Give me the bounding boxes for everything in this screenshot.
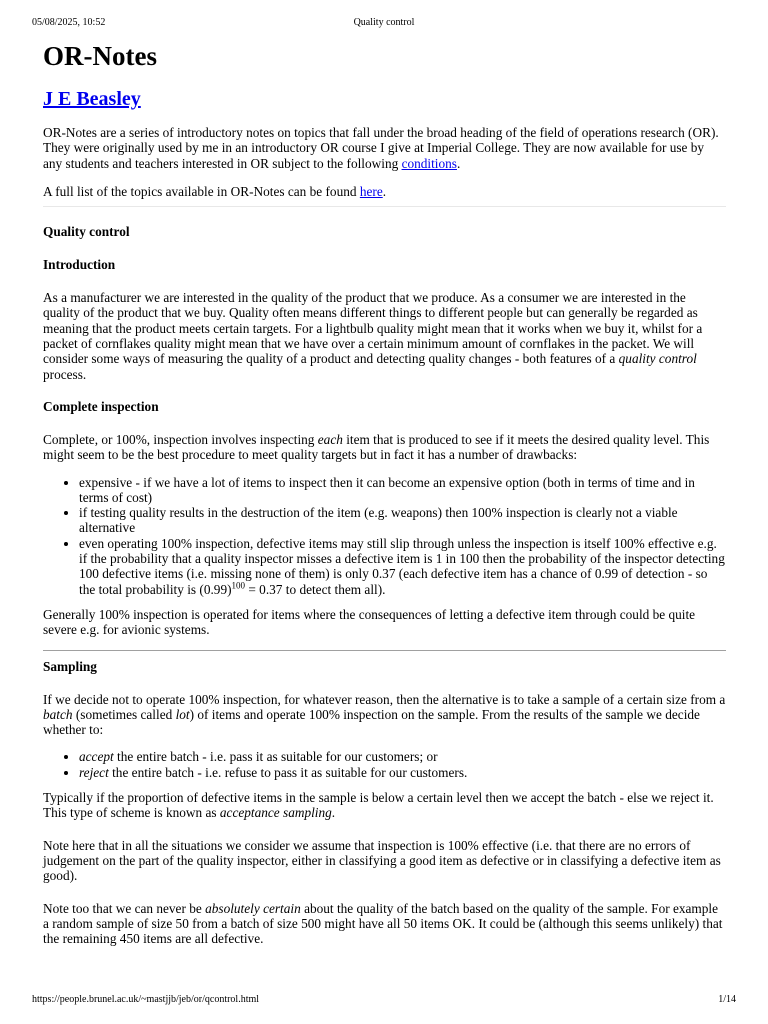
sampling-text: Typically if the proportion of defective items in the sample is below a certain level then we accept the batch - else we reject it. This type of scheme is known as [43, 790, 714, 821]
author-heading [43, 87, 726, 111]
topics-list-end: . [382, 183, 387, 199]
sampling-paragraph-1 [43, 692, 726, 738]
ci-text-end: item that is produced to see if it meets the desired quality level. This might seem to be the best procedure to meet quality targets but in fact it has a number of drawbacks: [43, 431, 710, 463]
list-item-text: the entire batch - i.e. pass it as suitable for our customers; or [113, 749, 438, 765]
each-emphasis: each [317, 431, 343, 447]
sampling-paragraph-2 [43, 790, 726, 821]
list-item-text: even operating 100% inspection, defective items may still slip through unless the inspection is itself 100% effective e.g. if the probability that a quality inspector misses a defective item is 1 in 100 then the probability of the inspector detecting 100 defective items (i.e. missing none of them) is only 0.37 (each defective item has a chance of 0.99 of detection - so the total probability is (0.99) [79, 535, 725, 597]
sampling-text: If we decide not to operate 100% inspection, for whatever reason, then the alternative is to take a sample of a certain size from a [43, 691, 726, 707]
introduction-text-end: process. [43, 366, 87, 382]
print-page-title: Quality control [353, 17, 415, 28]
list-item-text: the entire batch - i.e. refuse to pass it as suitable for our customers. [108, 764, 468, 780]
decision-list [43, 749, 726, 780]
list-item [79, 765, 726, 780]
accept-emphasis: accept [79, 749, 114, 765]
sampling-heading: Sampling [43, 658, 97, 674]
complete-inspection-heading: Complete inspection [43, 398, 159, 414]
intro-text-end: . [456, 155, 461, 171]
absolutely-certain-emphasis: absolutely certain [205, 900, 301, 916]
complete-inspection-closing: Generally 100% inspection is operated for items where the consequences of letting a defective item through could be quite severe e.g. for avionic systems. [43, 606, 696, 638]
sampling-text: . [331, 805, 336, 821]
intro-text: OR-Notes are a series of introductory notes on topics that fall under the broad heading of the field of operations research (OR). They were originally used by me in an introductory OR course I give at Imperial College. They are now available for use by any students and teachers interested in OR subject to the following [43, 125, 719, 171]
introduction-paragraph [43, 290, 726, 382]
topics-list-paragraph [43, 184, 726, 199]
site-title: OR-Notes [43, 41, 157, 71]
topic-title: Quality control [43, 224, 130, 240]
ci-text: Complete, or 100%, inspection involves inspecting [43, 431, 318, 447]
complete-inspection-paragraph [43, 432, 726, 463]
list-item: • if testing quality results in the destruction of the item (e.g. weapons) then 100% inspection is clearly not a viable alternative [79, 505, 726, 536]
author-link[interactable]: J E Beasley [43, 88, 141, 110]
sampling-text: ) of items and operate 100% inspection on the sample. From the results of the sample we decide whether to: [43, 706, 700, 738]
print-url: https://people.brunel.ac.uk/~mastjjb/jeb/or/qcontrol.html [32, 994, 260, 1005]
acceptance-sampling-emphasis: acceptance sampling [219, 805, 332, 821]
list-item: • expensive - if we have a lot of items to inspect then it can become an expensive option (both in terms of time and in terms of cost) [79, 475, 726, 506]
quality-control-emphasis: quality control [618, 351, 697, 367]
drawbacks-list [43, 475, 726, 597]
sampling-paragraph-4 [43, 901, 726, 947]
page-content [43, 38, 726, 946]
print-datetime: 05/08/2025, 10:52 [32, 17, 106, 28]
sampling-paragraph-3: Note here that in all the situations we consider we assume that inspection is 100% effective (i.e. that there are no errors of judgement on the part of the quality inspector, either in classifying a good item as defective or in classifying a defective item as good). [43, 837, 721, 884]
section-divider [43, 650, 726, 651]
divider [43, 206, 726, 207]
lot-emphasis: lot [175, 706, 190, 722]
topics-list-text: A full list of the topics available in OR-Notes can be found [43, 183, 360, 199]
introduction-heading: Introduction [43, 257, 116, 273]
list-item [79, 536, 726, 597]
reject-emphasis: reject [79, 764, 109, 780]
sampling-text: about the quality of the batch based on the quality of the sample. For example a random sample of size 50 from a batch of size 500 might have all 50 items OK. It could be (although this seems unlikely) that the remaining 450 items are all defective. [43, 900, 723, 947]
here-link[interactable]: here [359, 183, 383, 199]
exponent: 100 [231, 580, 246, 591]
print-page-number: 1/14 [718, 994, 736, 1005]
conditions-link[interactable]: conditions [401, 155, 457, 171]
sampling-text: Note too that we can never be [43, 900, 206, 916]
list-item [79, 749, 726, 764]
sampling-text: (sometimes called [72, 706, 176, 722]
introduction-text: As a manufacturer we are interested in the quality of the product that we produce. As a consumer we are interested in the quality of the product that we buy. Quality often means different things to different people but can generally be regarded as meaning that the product meets certain targets. For a lightbulb quality might mean that it works when we buy it, whilst for a packet of cornflakes quality might mean that we have over a certain minimum amount of cornflakes in the packet. We will consider some ways of measuring the quality of a product and detecting quality changes - both features of a [43, 290, 703, 367]
intro-paragraph [43, 125, 726, 171]
list-item-text-end: = 0.37 to detect them all). [245, 581, 386, 597]
batch-emphasis: batch [43, 706, 73, 722]
